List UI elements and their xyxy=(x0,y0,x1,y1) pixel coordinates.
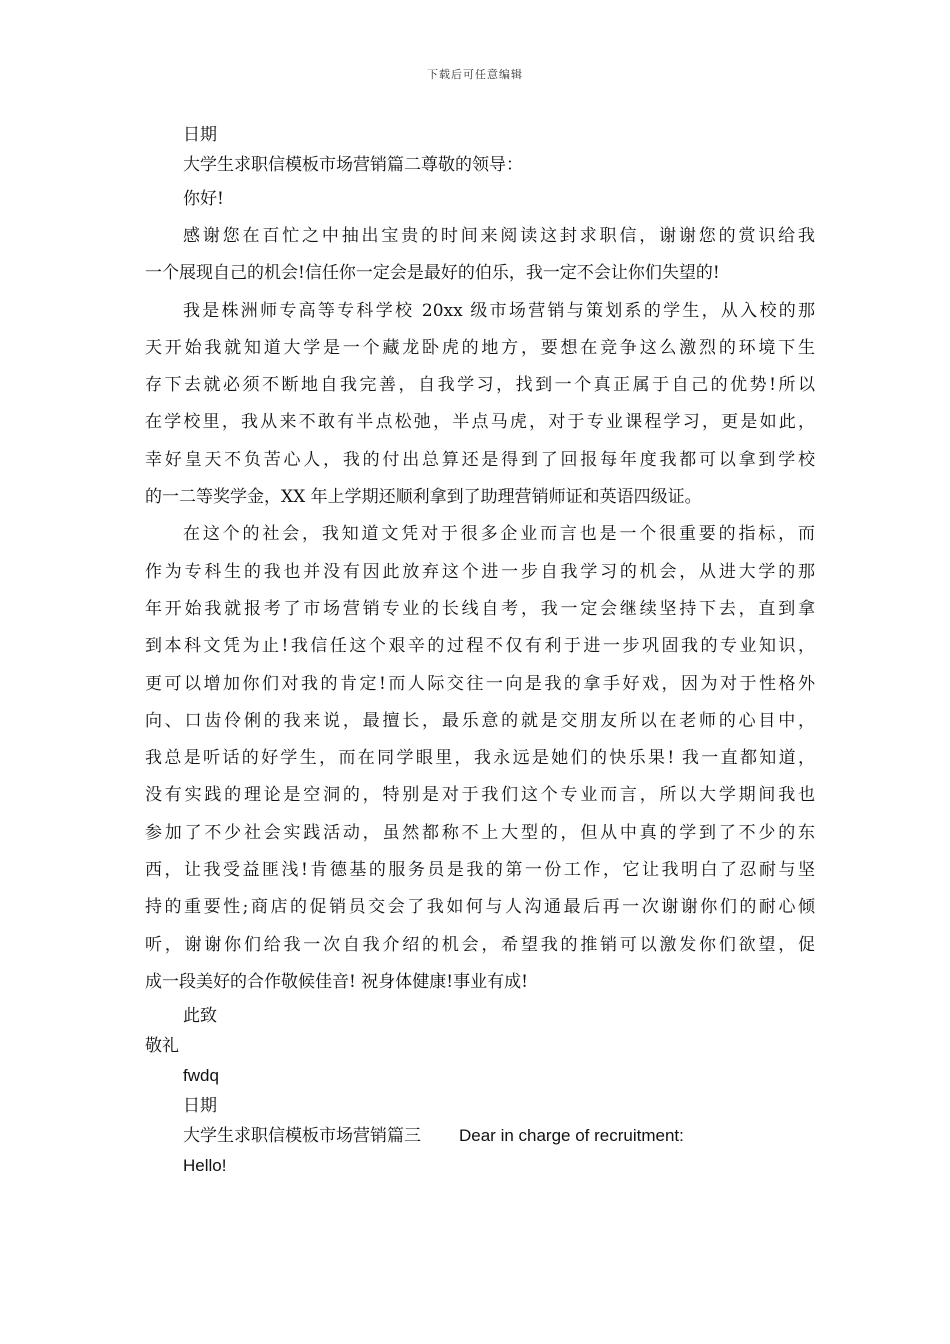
paragraph-line: 更可以增加你们对我的肯定!而人际交往一向是我的拿手好戏，因为对于性格外 xyxy=(145,673,815,694)
paragraph-2 xyxy=(145,293,815,517)
section-title-cn: 大学生求职信模板市场营销篇三 xyxy=(183,1126,421,1147)
section-title-3 xyxy=(145,1121,815,1151)
paragraph-line: 一个展现自己的机会!信任你一定会是最好的伯乐，我一定不会让你们失望的! xyxy=(145,263,720,284)
paragraph-line: 幸好皇天不负苦心人，我的付出总算还是得到了回报每年度我都可以拿到学校 xyxy=(145,449,815,470)
paragraph-line: 作为专科生的我也并没有因此放弃这个进一步自我学习的机会，从进大学的那 xyxy=(145,561,815,582)
paragraph-line: 在学校里，我从来不敢有半点松弛，半点马虎，对于专业课程学习，更是如此， xyxy=(145,412,815,433)
paragraph-line: 向、口齿伶俐的我来说，最擅长，最乐意的就是交朋友所以在老师的心目中， xyxy=(145,710,815,731)
signature: fwdq xyxy=(183,1066,219,1086)
paragraph-line: 成一段美好的合作敬候佳音! 祝身体健康!事业有成! xyxy=(145,971,528,992)
paragraph-line: 天开始我就知道大学是一个藏龙卧虎的地方，要想在竞争这么激烈的环境下生 xyxy=(145,337,815,358)
page-header: 下载后可任意编辑 xyxy=(427,68,523,81)
paragraph-1 xyxy=(145,218,815,293)
paragraph-line: 持的重要性;商店的促销员交会了我如何与人沟通最后再一次谢谢你们的耐心倾 xyxy=(145,897,815,918)
section-title: 大学生求职信模板市场营销篇二尊敬的领导： xyxy=(183,155,523,175)
paragraph-3 xyxy=(145,516,815,1001)
paragraph-line: 没有实践的理论是空洞的，特别是对于我们这个专业而言，所以大学期间我也 xyxy=(145,785,815,806)
greeting: 你好! xyxy=(183,189,224,209)
closing-salutation: 此致 xyxy=(183,1006,217,1027)
paragraph-line: 在这个的社会，我知道文凭对于很多企业而言也是一个很重要的指标，而 xyxy=(183,524,815,545)
closing-regards: 敬礼 xyxy=(145,1036,179,1057)
section-title-en: Dear in charge of recruitment: xyxy=(459,1126,684,1146)
paragraph-line: 参加了不少社会实践活动，虽然都称不上大型的，但从中真的学到了不少的东 xyxy=(145,822,815,843)
document-body xyxy=(145,120,815,1181)
paragraph-line: 西，让我受益匪浅!肯德基的服务员是我的第一份工作，它让我明白了忍耐与坚 xyxy=(145,860,815,881)
paragraph-line: 我是株洲师专高等专科学校 20xx 级市场营销与策划系的学生，从入校的那 xyxy=(183,300,815,321)
paragraph-line: 听，谢谢你们给我一次自我介绍的机会，希望我的推销可以激发你们欲望，促 xyxy=(145,934,815,955)
paragraph-line: 存下去就必须不断地自我完善，自我学习，找到一个真正属于自己的优势!所以 xyxy=(145,375,815,396)
paragraph-line: 我总是听话的好学生，而在同学眼里，我永远是她们的快乐果! 我一直都知道， xyxy=(145,748,815,769)
date-line: 日期 xyxy=(183,125,217,145)
paragraph-line: 感谢您在百忙之中抽出宝贵的时间来阅读这封求职信，谢谢您的赏识给我 xyxy=(183,226,815,246)
english-greeting: Hello! xyxy=(183,1156,227,1176)
date-line: 日期 xyxy=(183,1096,217,1117)
paragraph-line: 的一二等奖学金，XX 年上学期还顺利拿到了助理营销师证和英语四级证。 xyxy=(145,487,702,508)
paragraph-line: 到本科文凭为止!我信任这个艰辛的过程不仅有利于进一步巩固我的专业知识， xyxy=(145,636,815,657)
paragraph-line: 年开始我就报考了市场营销专业的长线自考，我一定会继续坚持下去，直到拿 xyxy=(145,598,815,619)
